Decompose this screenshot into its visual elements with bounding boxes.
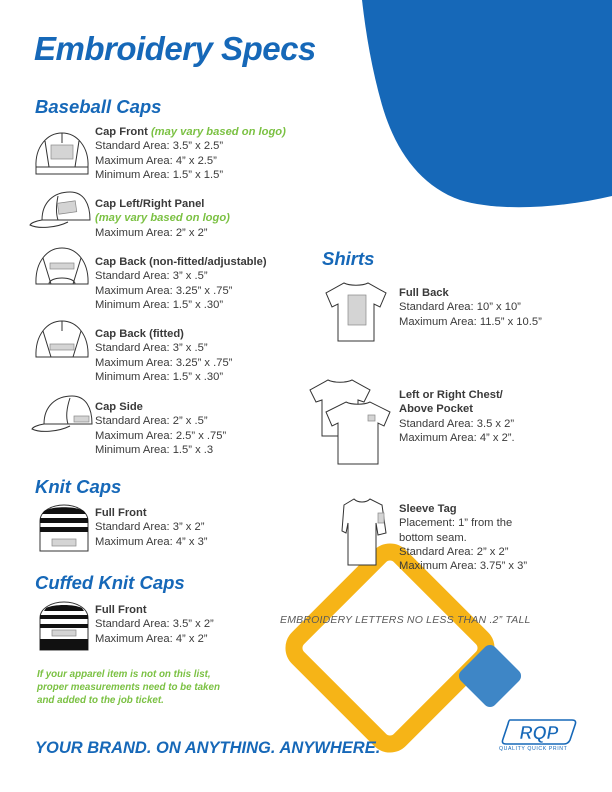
knit-cap-name: Full Front: [95, 507, 147, 519]
page-title: Embroidery Specs: [34, 30, 316, 67]
cap-front-icon: [33, 129, 91, 177]
letters-note: EMBROIDERY LETTERS NO LESS THAN .2” TALL: [280, 614, 531, 626]
logo-subtitle: QUALITY QUICK PRINT: [499, 746, 568, 752]
section-knit-caps: Knit Caps: [35, 476, 122, 497]
shirt-chest-name-line2: Above Pocket: [399, 403, 473, 416]
shirt-chest-maximum: Maximum Area: 4” x 2”.: [399, 431, 515, 444]
cap-side-panel-name: Cap Left/Right Panel: [95, 198, 205, 210]
cap-back-adjustable-maximum: Maximum Area: 3.25” x .75”: [95, 284, 233, 297]
knit-cap-icon: [38, 503, 90, 553]
cap-back-adjustable-minimum: Minimum Area: 1.5” x .30”: [95, 298, 224, 311]
cap-back-fitted-maximum: Maximum Area: 3.25” x .75”: [95, 356, 233, 369]
cap-front-spec: [95, 125, 286, 182]
shirt-sleeve-placement: Placement: 1” from the: [399, 517, 513, 530]
cap-side-icon: [30, 392, 94, 438]
cuffed-knit-cap-maximum: Maximum Area: 4” x 2”: [95, 632, 208, 645]
shirt-sleeve-maximum: Maximum Area: 3.75” x 3”: [399, 560, 528, 573]
shirt-full-back-standard: Standard Area: 10” x 10”: [399, 301, 521, 314]
cap-back-adjustable-spec: [95, 255, 267, 312]
cap-back-adjustable-standard: Standard Area: 3” x .5”: [95, 270, 208, 283]
cap-side-maximum: Maximum Area: 2.5” x .75”: [95, 429, 227, 442]
cuffed-knit-cap-spec: [95, 603, 214, 646]
cap-back-fitted-spec: [95, 327, 232, 384]
cap-front-maximum: Maximum Area: 4” x 2.5”: [95, 154, 217, 167]
shirt-sleeve-spec: [399, 502, 527, 573]
yellow-diamond-outline: [288, 546, 492, 750]
shirt-sleeve-placement-cont: bottom seam.: [399, 531, 467, 544]
cap-back-fitted-name: Cap Back (fitted): [95, 328, 184, 340]
shirt-chest-name-line1: Left or Right Chest/: [399, 389, 503, 401]
rqp-logo: [500, 718, 578, 746]
cuffed-knit-cap-standard: Standard Area: 3.5” x 2”: [95, 618, 214, 631]
shirt-full-back-spec: [399, 286, 542, 329]
shirt-chest-standard: Standard Area: 3.5 x 2”: [399, 417, 515, 430]
cap-side-panel-maximum: Maximum Area: 2” x 2”: [95, 226, 208, 239]
footnote-line: If your apparel item is not on this list,: [37, 669, 211, 680]
section-cuffed-knit-caps: Cuffed Knit Caps: [35, 572, 185, 593]
section-shirts: Shirts: [322, 248, 375, 269]
cap-front-note: (may vary based on logo): [150, 126, 286, 138]
shirt-sleeve-name: Sleeve Tag: [399, 503, 457, 515]
footnote-line: proper measurements need to be taken: [37, 682, 220, 693]
section-baseball-caps: Baseball Caps: [35, 96, 162, 117]
cap-front-standard: Standard Area: 3.5” x 2.5”: [95, 140, 224, 153]
shirt-sleeve-icon: [340, 497, 388, 569]
cap-side-spec: [95, 400, 226, 457]
logo-mark: RQP: [519, 723, 559, 743]
shirt-full-back-maximum: Maximum Area: 11.5” x 10.5”: [399, 315, 542, 328]
cap-back-adjustable-icon: [33, 244, 91, 292]
cap-front-name: Cap Front: [95, 126, 148, 138]
shirt-full-back-name: Full Back: [399, 287, 449, 299]
shirt-chest-icon: [310, 378, 396, 468]
cuffed-knit-cap-name: Full Front: [95, 604, 147, 616]
cap-side-minimum: Minimum Area: 1.5” x .3: [95, 443, 214, 456]
cap-front-minimum: Minimum Area: 1.5” x 1.5”: [95, 168, 224, 181]
shirt-sleeve-standard: Standard Area: 2” x 2”: [399, 545, 509, 558]
cap-back-fitted-icon: [33, 317, 91, 365]
cuffed-knit-cap-icon: [38, 600, 90, 652]
cap-side-name: Cap Side: [95, 401, 143, 413]
knit-cap-maximum: Maximum Area: 4” x 3”: [95, 535, 208, 548]
cap-side-standard: Standard Area: 2” x .5”: [95, 415, 208, 428]
shirt-back-icon: [324, 281, 388, 343]
slogan: YOUR BRAND. ON ANYTHING. ANYWHERE.: [35, 739, 381, 757]
cap-side-panel-spec: [95, 197, 230, 240]
light-blue-diamond: [456, 642, 524, 710]
footnote-line: and added to the job ticket.: [37, 695, 164, 706]
cap-back-fitted-minimum: Minimum Area: 1.5” x .30”: [95, 370, 224, 383]
knit-cap-standard: Standard Area: 3” x 2”: [95, 521, 205, 534]
cap-side-panel-note: (may vary based on logo): [95, 212, 230, 225]
cap-side-panel-icon: [28, 188, 92, 234]
blue-swoosh-shape: [362, 0, 612, 207]
cap-back-fitted-standard: Standard Area: 3” x .5”: [95, 342, 208, 355]
footnote: [37, 668, 220, 707]
shirt-chest-spec: [399, 388, 515, 445]
knit-cap-spec: [95, 506, 208, 549]
cap-back-adjustable-name: Cap Back (non-fitted/adjustable): [95, 256, 267, 268]
